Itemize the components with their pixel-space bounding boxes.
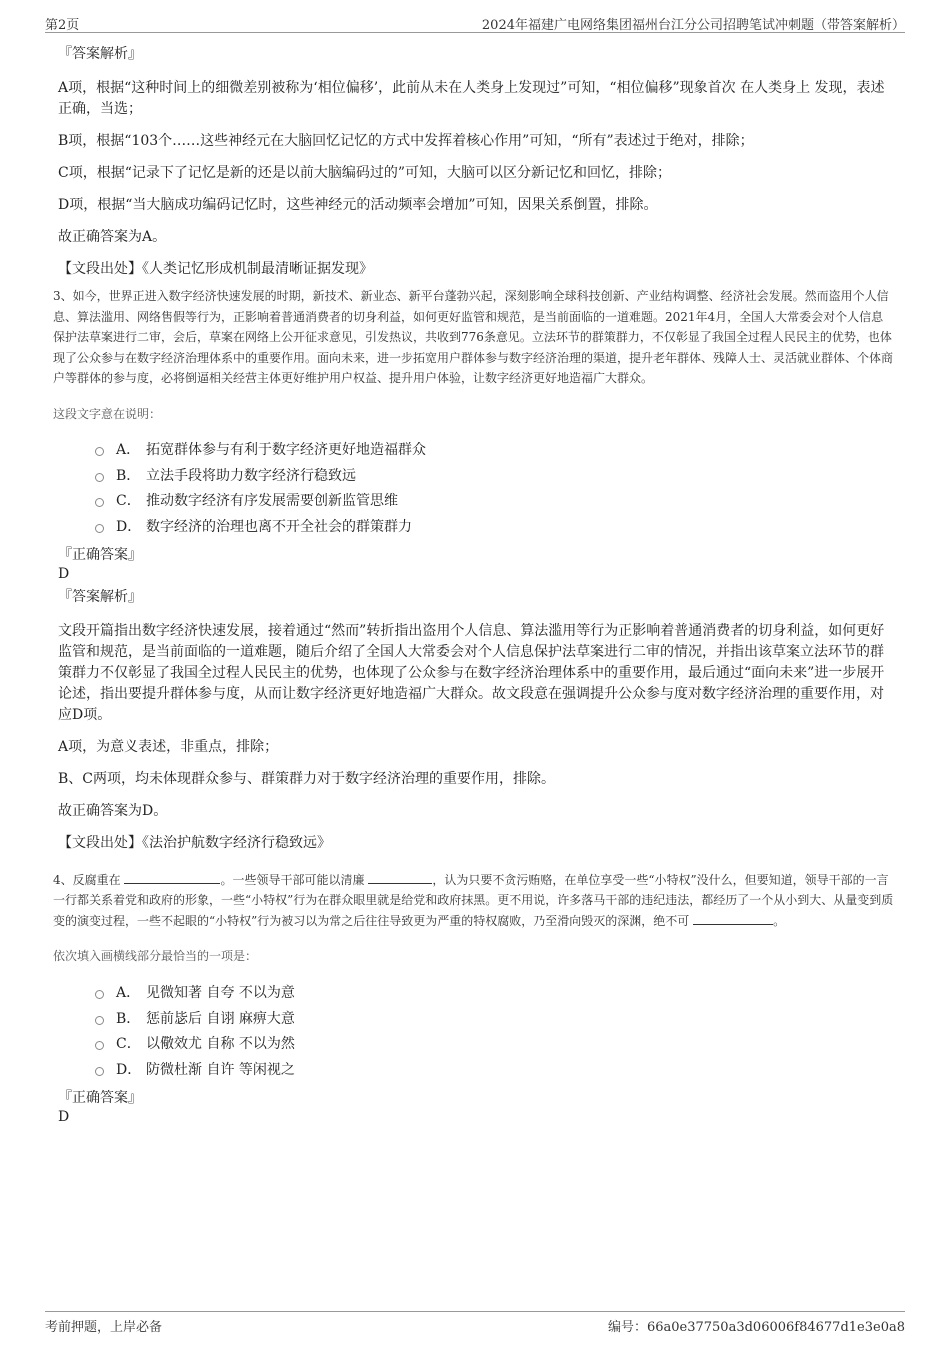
analysis-conclusion: 故正确答案为A。: [58, 229, 167, 245]
option-d[interactable]: D． 防微杜渐 自许 等闲视之: [95, 1056, 895, 1082]
radio-icon[interactable]: [95, 524, 104, 533]
fill-blank: [693, 912, 773, 925]
correct-answer-label: 『正确答案』: [58, 546, 142, 563]
analysis-conclusion: 故正确答案为D。: [58, 802, 168, 819]
radio-icon[interactable]: [95, 1016, 104, 1025]
option-a[interactable]: A． 见微知著 自夸 不以为意: [95, 979, 895, 1005]
radio-icon[interactable]: [95, 498, 104, 507]
analysis-paragraph: A项，为意义表述，非重点，排除；: [58, 738, 279, 755]
radio-icon[interactable]: [95, 447, 104, 456]
option-c[interactable]: C． 以儆效尤 自称 不以为然: [95, 1031, 895, 1057]
option-c[interactable]: C． 推动数字经济有序发展需要创新监管思维: [95, 488, 895, 514]
answer-analysis-label: 『答案解析』: [58, 46, 142, 62]
question-3-prompt: 这段文字意在说明：: [53, 406, 162, 421]
correct-answer: D: [58, 565, 70, 582]
page-number: 第2页: [45, 18, 80, 33]
text-source: 【文段出处】《法治护航数字经济行稳致远》: [58, 834, 331, 851]
footer-slogan: 考前押题，上岸必备: [45, 1320, 163, 1335]
question-3-options: [95, 437, 895, 539]
correct-answer-label: 『正确答案』: [58, 1089, 142, 1106]
analysis-paragraph: 文段开篇指出数字经济快速发展，接着通过“然而”转折指出盗用个人信息、算法滥用等行为正影响着普通消费者的切身利益，如何更好监管和规范，是当前面临的一道难题，随后介绍了全国人大常委会对个人信息保护法草案进行二审的情况，并指出该草案立法环节的群策群力不仅彰显了我国全过程人民民主的优势，也体现了公众参与在数字经济治理体系中的重要作用，最后通过“面向未来”进一步展开论述，指出要提升群体参与度，从而让数字经济更好地造福广大群众。故文段意在强调提升公众参与度对数字经济治理的重要作用，对应D项。: [58, 622, 885, 723]
analysis-paragraph: B、C两项，均未体现群众参与、群策群力对于数字经济治理的重要作用，排除。: [58, 770, 555, 787]
analysis-paragraph: D项，根据“当大脑成功编码记忆时，这些神经元的活动频率会增加”可知，因果关系倒置，排除。: [58, 197, 658, 213]
radio-icon[interactable]: [95, 990, 104, 999]
fill-blank: [124, 871, 220, 884]
correct-answer: D: [58, 1108, 70, 1125]
option-d[interactable]: D． 数字经济的治理也离不开全社会的群策群力: [95, 513, 895, 539]
radio-icon[interactable]: [95, 1041, 104, 1050]
radio-icon[interactable]: [95, 473, 104, 482]
analysis-paragraph: B项，根据“103个……这些神经元在大脑回忆记忆的方式中发挥着核心作用”可知，“所有”表述过于绝对，排除；: [58, 133, 754, 149]
option-b[interactable]: B． 惩前毖后 自诩 麻痹大意: [95, 1005, 895, 1031]
page-content: [55, 44, 895, 1126]
answer-analysis-label: 『答案解析』: [58, 588, 142, 605]
option-b[interactable]: B． 立法手段将助力数字经济行稳致远: [95, 462, 895, 488]
question-4-text: 4、反腐重在 。一些领导干部可能以清廉 ，认为只要不贪污贿赂，在单位享受一些“小特权”没什么，但要知道，领导干部的一言一行都关系着党和政府的形象，一些“小特权”行为在群众眼里就是给党和政府抹黑。更不用说，许多落马干部的违纪违法，都经历了一个从小到大、从量变到质变的演变过程，一些不起眼的“小特权”行为被习以为常之后往往导致更为严重的特权腐败，乃至滑向毁灭的深渊，绝不可 。: [53, 872, 894, 928]
page-footer: [45, 1311, 905, 1334]
analysis-paragraph: A项，根据“这种时间上的细微差别被称为‘相位偏移’，此前从未在人类身上发现过”可知，“相位偏移”现象首次 在人类身上 发现，表述正确，当选；: [58, 80, 885, 117]
analysis-paragraph: C项，根据“记录下了记忆是新的还是以前大脑编码过的”可知，大脑可以区分新记忆和回忆，排除；: [58, 165, 672, 181]
document-title: 2024年福建广电网络集团福州台江分公司招聘笔试冲刺题（带答案解析）: [481, 18, 905, 33]
text-source: 【文段出处】《人类记忆形成机制最清晰证据发现》: [58, 261, 373, 277]
question-4-options: [95, 979, 895, 1081]
option-a[interactable]: A． 拓宽群体参与有利于数字经济更好地造福群众: [95, 437, 895, 463]
document-code: 编号：66a0e37750a3d06006f84677d1e3e0a8: [607, 1320, 905, 1335]
page-header: [45, 12, 905, 33]
question-3-text: 3、如今，世界正进入数字经济快速发展的时期，新技术、新业态、新平台蓬勃兴起，深刻影响全球科技创新、产业结构调整、经济社会发展。然而盗用个人信息、算法滥用、网络售假等行为，正影响着普通消费者的切身利益，如何更好监管和规范，是当前面临的一道难题。2021年4月，全国人大常委会对个人信息保护法草案进行二审，会后，草案在网络上公开征求意见，引发热议，共收到776条意见。立法环节的群策群力，不仅彰显了我国全过程人民民主的优势，也体现了公众参与在数字经济治理体系中的重要作用。面向未来，进一步拓宽用户群体参与数字经济治理的渠道，提升老年群体、残障人士、灵活就业群体、个体商户等群体的参与度，必将倒逼相关经营主体更好维护用户权益、提升用户体验，让数字经济更好地造福广大群众。: [53, 289, 894, 385]
question-4-prompt: 依次填入画横线部分最恰当的一项是：: [53, 949, 258, 964]
fill-blank: [368, 871, 432, 884]
radio-icon[interactable]: [95, 1067, 104, 1076]
